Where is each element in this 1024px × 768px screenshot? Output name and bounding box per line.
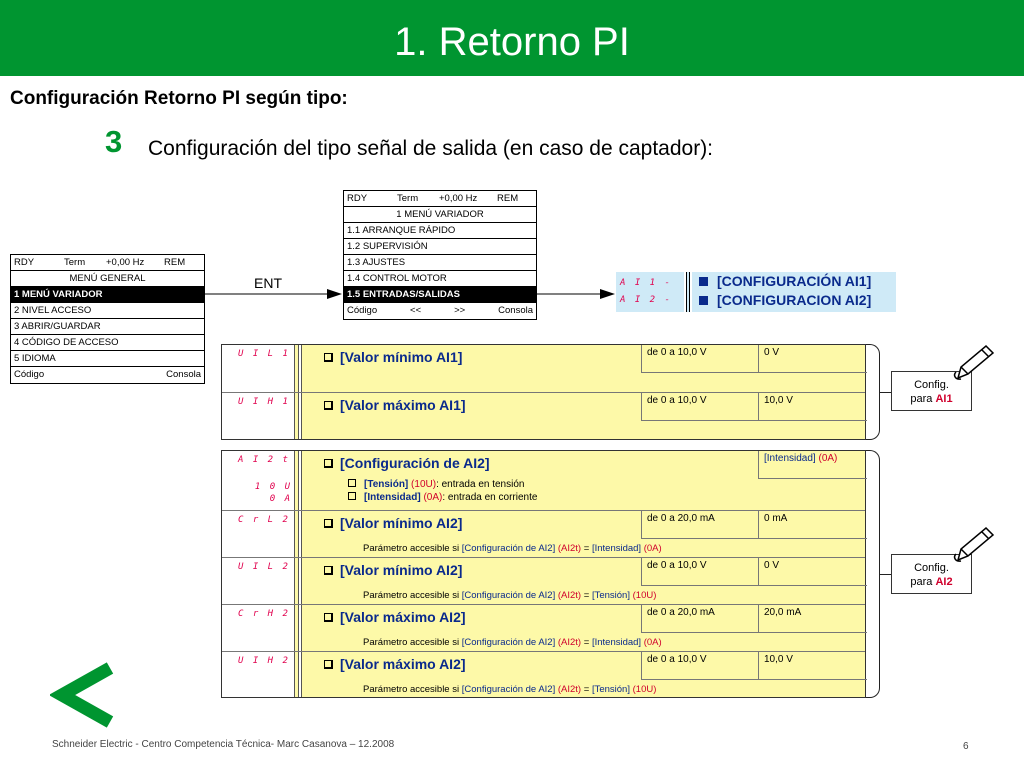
callout-line: Config.: [914, 379, 949, 391]
param-default: 0 V: [758, 345, 867, 373]
option-desc: : entrada en corriente: [442, 492, 538, 503]
callout-prefix: para: [910, 576, 936, 588]
param-range: de 0 a 10,0 V: [641, 558, 758, 586]
callout-line: Config.: [914, 562, 949, 574]
menu-item-abrir-guardar[interactable]: 3 ABRIR/GUARDAR: [11, 319, 204, 335]
code-ai1: A I 1 -: [620, 278, 672, 288]
acc-valcode: (0A): [643, 637, 662, 648]
param-range: de 0 a 20,0 mA: [641, 605, 758, 633]
slide-title: 1. Retorno PI: [394, 20, 630, 64]
table-row[interactable]: [222, 345, 865, 393]
param-range: de 0 a 10,0 V: [641, 652, 758, 680]
option-intensidad[interactable]: [348, 492, 537, 503]
prev-key[interactable]: <<: [410, 305, 422, 316]
param-default: 10,0 V: [758, 393, 867, 421]
menu-item-nivel-acceso[interactable]: 2 NIVEL ACCESO: [11, 303, 204, 319]
param-default: 20,0 mA: [758, 605, 867, 633]
param-range: de 0 a 20,0 mA: [641, 511, 758, 539]
pencil-icon: [952, 524, 998, 564]
acc-param: [Configuración de AI2]: [461, 543, 556, 554]
param-label-text: [Valor máximo AI1]: [340, 397, 466, 413]
slide-subtitle: Configuración Retorno PI según tipo:: [10, 88, 348, 109]
config-ai1-label: [CONFIGURACIÓN AI1]: [717, 273, 872, 289]
acc-eq: =: [583, 543, 590, 554]
checkbox-icon: [348, 492, 356, 500]
arrow-head: [327, 289, 342, 299]
param-code: A I 2 t: [238, 455, 290, 465]
chevron-left-icon[interactable]: [50, 662, 120, 728]
menu-variador-title: 1 MENÚ VARIADOR: [344, 207, 536, 223]
ai2-table: [221, 450, 866, 698]
status-freq: +0,00 Hz: [439, 193, 478, 204]
page-number: 6: [963, 741, 969, 752]
value-code: (0A): [818, 453, 838, 464]
value-name: [Intensidad]: [764, 453, 816, 464]
param-code: U I L 1: [238, 349, 290, 359]
option-desc: : entrada en tensión: [436, 479, 525, 490]
callout-name: AI1: [935, 393, 953, 405]
square-bullet-icon: [699, 277, 708, 286]
acc-code: (AI2t): [557, 637, 582, 648]
ai1-table: [221, 344, 866, 440]
acc-eq: =: [583, 590, 590, 601]
acc-val: [Intensidad]: [591, 637, 642, 648]
menu-item-ajustes[interactable]: 1.3 AJUSTES: [344, 255, 536, 271]
param-code: U I H 2: [238, 656, 290, 666]
arrow-head: [600, 289, 615, 299]
status-rdy: RDY: [347, 193, 368, 204]
footer-text: Schneider Electric - Centro Competencia Técnica- Marc Casanova – 12.2008: [52, 739, 395, 750]
param-range: de 0 a 10,0 V: [641, 345, 758, 373]
acc-param: [Configuración de AI2]: [461, 637, 556, 648]
table-row[interactable]: [222, 393, 865, 441]
config-codes: [616, 272, 684, 312]
param-label: [324, 656, 466, 672]
param-label: [324, 609, 466, 625]
acc-val: [Tensión]: [591, 684, 630, 695]
consola-key[interactable]: Consola: [166, 369, 201, 380]
acc-valcode: (0A): [643, 543, 662, 554]
param-label-text: [Valor máximo AI2]: [340, 609, 466, 625]
checkbox-icon: [324, 459, 333, 468]
acc-valcode: (10U): [632, 590, 657, 601]
status-rem: REM: [164, 257, 186, 268]
param-label: [324, 349, 462, 365]
param-label-text: [Valor mínimo AI1]: [340, 349, 463, 365]
consola-key[interactable]: Consola: [498, 305, 533, 316]
option-code: 1 0 U: [254, 482, 292, 492]
config-ai2-item[interactable]: [695, 291, 896, 310]
acc-eq: =: [583, 637, 590, 648]
menu-item-supervision[interactable]: 1.2 SUPERVISIÓN: [344, 239, 536, 255]
option-name: [Intensidad]: [364, 492, 421, 503]
ai2-brace: [866, 450, 880, 698]
param-label: [324, 455, 490, 471]
table-row[interactable]: [222, 605, 865, 652]
param-label: [324, 397, 466, 413]
table-row[interactable]: [222, 652, 865, 699]
status-term: Term: [64, 257, 86, 268]
param-code: U I H 1: [238, 397, 290, 407]
menu-item-entradas-salidas[interactable]: 1.5 ENTRADAS/SALIDAS: [344, 287, 536, 303]
code-ai2: A I 2 -: [620, 295, 672, 305]
param-label-text: [Valor máximo AI2]: [340, 656, 466, 672]
ent-label: ENT: [254, 275, 282, 291]
access-condition: [363, 684, 656, 695]
param-default: [758, 451, 867, 479]
menu-item-arranque-rapido[interactable]: 1.1 ARRANQUE RÁPIDO: [344, 223, 536, 239]
acc-prefix: Parámetro accesible si: [363, 637, 460, 648]
status-rem: REM: [497, 193, 519, 204]
param-range: de 0 a 10,0 V: [641, 393, 758, 421]
param-default: 10,0 V: [758, 652, 867, 680]
pencil-icon: [952, 342, 998, 382]
param-default: 0 V: [758, 558, 867, 586]
table-row[interactable]: [222, 451, 865, 511]
access-condition: [363, 637, 662, 648]
menu-general-title: MENÚ GENERAL: [11, 271, 204, 287]
menu-item-control-motor[interactable]: 1.4 CONTROL MOTOR: [344, 271, 536, 287]
acc-param: [Configuración de AI2]: [461, 590, 556, 601]
menu-item-variador[interactable]: 1 MENÚ VARIADOR: [11, 287, 204, 303]
status-freq: +0,00 Hz: [106, 257, 145, 268]
acc-prefix: Parámetro accesible si: [363, 590, 460, 601]
callout-connector: [880, 574, 891, 575]
table-row[interactable]: [222, 511, 865, 558]
param-code: C r L 2: [238, 515, 290, 525]
param-code: C r H 2: [238, 609, 290, 619]
callout-line: [892, 392, 971, 406]
acc-val: [Tensión]: [591, 590, 630, 601]
option-tension[interactable]: [348, 479, 524, 490]
config-ai2-label: [CONFIGURACION AI2]: [717, 292, 872, 308]
checkbox-icon: [324, 566, 333, 575]
acc-code: (AI2t): [557, 684, 582, 695]
checkbox-icon: [324, 353, 333, 362]
config-menu: [692, 272, 896, 312]
param-label-text: [Configuración de AI2]: [340, 455, 490, 471]
param-label: [324, 515, 462, 531]
option-param: (10U): [411, 479, 437, 490]
status-rdy: RDY: [14, 257, 35, 268]
callout-name: AI2: [935, 576, 953, 588]
checkbox-icon: [348, 479, 356, 487]
config-divider: [686, 272, 690, 312]
checkbox-icon: [324, 401, 333, 410]
callout-prefix: para: [910, 393, 936, 405]
table-row[interactable]: [222, 558, 865, 605]
param-label: [324, 562, 462, 578]
access-condition: [363, 590, 656, 601]
acc-prefix: Parámetro accesible si: [363, 543, 460, 554]
checkbox-icon: [324, 519, 333, 528]
config-ai1-item[interactable]: [695, 272, 896, 291]
param-label-text: [Valor mínimo AI2]: [340, 562, 463, 578]
step-number: 3: [105, 124, 123, 159]
acc-eq: =: [583, 684, 590, 695]
checkbox-icon: [324, 613, 333, 622]
callout-connector: [880, 392, 891, 393]
checkbox-icon: [324, 660, 333, 669]
acc-code: (AI2t): [557, 543, 582, 554]
acc-valcode: (10U): [632, 684, 657, 695]
next-key[interactable]: >>: [454, 305, 466, 316]
param-default: 0 mA: [758, 511, 867, 539]
square-bullet-icon: [699, 296, 708, 305]
ai1-brace: [866, 344, 880, 440]
option-code: 0 A: [269, 494, 292, 504]
option-param: (0A): [423, 492, 443, 503]
codigo-key[interactable]: Código: [14, 369, 45, 380]
param-code: U I L 2: [238, 562, 290, 572]
access-condition: [363, 543, 662, 554]
codigo-key[interactable]: Código: [347, 305, 378, 316]
menu-item-idioma[interactable]: 5 IDIOMA: [11, 351, 204, 367]
step-description: Configuración del tipo señal de salida (en caso de captador):: [148, 137, 714, 160]
menu-item-codigo-acceso[interactable]: 4 CÓDIGO DE ACCESO: [11, 335, 204, 351]
acc-val: [Intensidad]: [591, 543, 642, 554]
callout-line: [892, 575, 971, 589]
acc-param: [Configuración de AI2]: [461, 684, 556, 695]
acc-prefix: Parámetro accesible si: [363, 684, 460, 695]
option-name: [Tensión]: [364, 479, 409, 490]
param-label-text: [Valor mínimo AI2]: [340, 515, 463, 531]
acc-code: (AI2t): [557, 590, 582, 601]
status-term: Term: [397, 193, 419, 204]
